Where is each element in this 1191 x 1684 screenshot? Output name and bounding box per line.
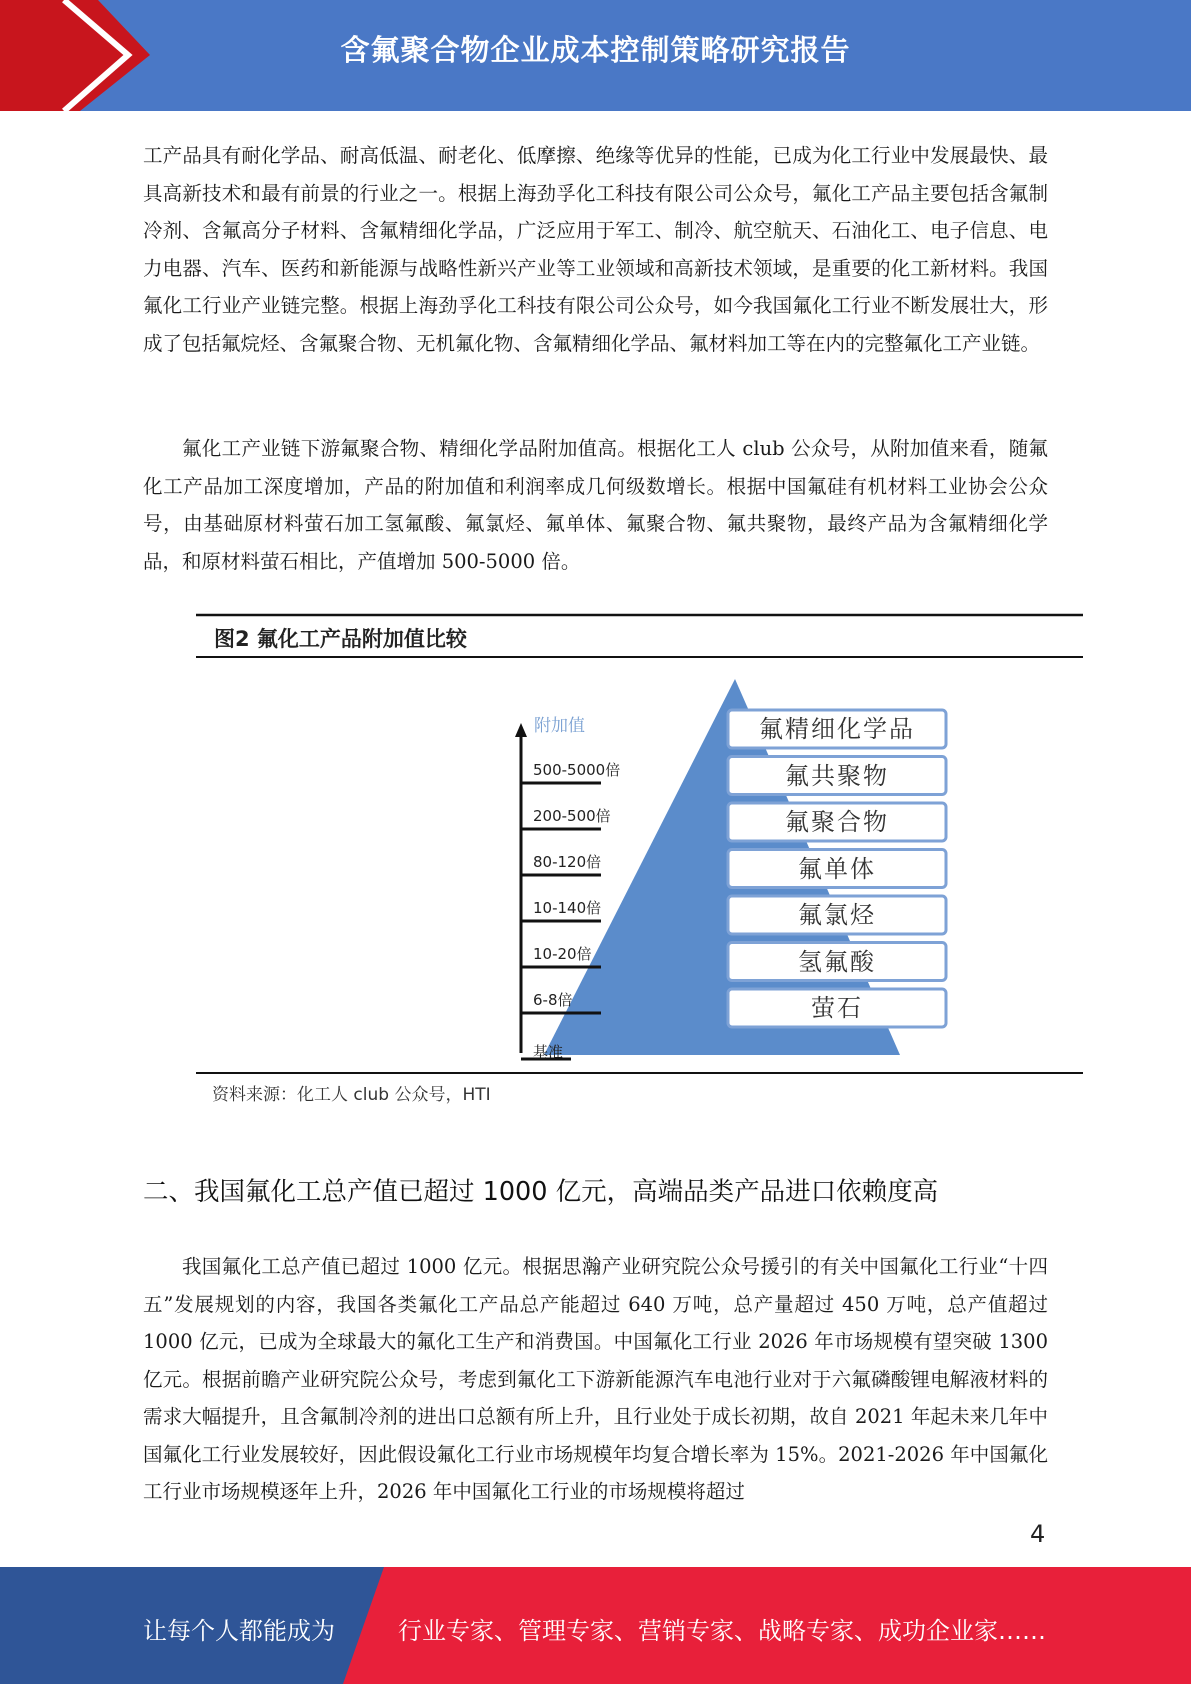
figure-value-added-pyramid	[196, 613, 1083, 1113]
page-footer	[0, 1567, 1191, 1684]
footer-slogan-right: 行业专家、管理专家、营销专家、战略专家、成功企业家……	[398, 1617, 1046, 1645]
report-title: 含氟聚合物企业成本控制策略研究报告	[340, 33, 851, 67]
footer-slogan-left: 让每个人都能成为	[143, 1617, 335, 1645]
section-heading: 二、我国氟化工总产值已超过 1000 亿元，高端品类产品进口依赖度高	[143, 1177, 939, 1207]
figure-axis-label: 附加值	[534, 716, 585, 736]
axis-tick-label: 10-20倍	[533, 945, 592, 963]
body-paragraph-3: 我国氟化工总产值已超过 1000 亿元。根据思瀚产业研究院公众号援引的有关中国氟化工行业“十四五”发展规划的内容，我国各类氟化工产品总产能超过 640 万吨，总产量超过 450 万吨，总产值超过 1000 亿元，已成为全球最大的氟化工生产和消费国。中国氟化工行业 2026 年市场规模有望突破 1300 亿元。根据前瞻产业研究院公众号，考虑到氟化工下游新能源汽车电池行业对于六氟磷酸锂电解液材料的需求大幅提升，且含氟制冷剂的进出口总额有所上升，且行业处于成长初期，故自 2021 年起未来几年中国氟化工行业发展较好，因此假设氟化工行业市场规模年均复合增长率为 15%。2021-2026 年中国氟化工行业市场规模逐年上升，2026 年中国氟化工行业的市场规模将超过	[143, 1255, 1048, 1503]
figure-title: 图2 氟化工产品附加值比较	[214, 627, 467, 651]
product-label: 氟聚合物	[785, 808, 889, 836]
product-label: 氟氯烃	[798, 901, 876, 929]
body-paragraph-2: 氟化工产业链下游氟聚合物、精细化学品附加值高。根据化工人 club 公众号，从附加值来看，随氟化工产品加工深度增加，产品的附加值和利润率成几何级数增长。根据中国氟硅有机材料工业协会公众号，由基础原材料萤石加工氢氟酸、氟氯烃、氟单体、氟聚合物、氟共聚物，最终产品为含氟精细化学品，和原材料萤石相比，产值增加 500-5000 倍。	[143, 437, 1048, 573]
axis-tick-label: 500-5000倍	[533, 761, 621, 779]
product-label: 氢氟酸	[798, 947, 876, 976]
product-label: 萤石	[811, 994, 863, 1022]
axis-tick-label: 6-8倍	[533, 991, 573, 1009]
axis-tick-label: 200-500倍	[533, 807, 611, 825]
figure-source: 资料来源：化工人 club 公众号，HTI	[212, 1085, 491, 1105]
product-label: 氟共聚物	[785, 761, 889, 790]
body-paragraph-1: 工产品具有耐化学品、耐高低温、耐老化、低摩擦、绝缘等优异的性能，已成为化工行业中发展最快、最具高新技术和最有前景的行业之一。根据上海劲孚化工科技有限公司公众号，氟化工产品主要包括含氟制冷剂、含氟高分子材料、含氟精细化学品，广泛应用于军工、制冷、航空航天、石油化工、电子信息、电力电器、汽车、医药和新能源与战略性新兴产业等工业领域和高新技术领域，是重要的化工新材料。我国氟化工行业产业链完整。根据上海劲孚化工科技有限公司公众号，如今我国氟化工行业不断发展壮大，形成了包括氟烷烃、含氟聚合物、无机氟化物、含氟精细化学品、氟材料加工等在内的完整氟化工产业链。	[143, 144, 1048, 355]
axis-tick-label: 80-120倍	[533, 853, 602, 871]
axis-tick-label: 10-140倍	[533, 899, 602, 917]
product-label: 氟单体	[798, 854, 876, 883]
axis-tick-label: 基准	[533, 1043, 564, 1061]
page-header	[0, 0, 1191, 111]
page-number: 4	[1030, 1520, 1046, 1548]
figure-graphic	[196, 613, 1083, 1113]
product-label: 氟精细化学品	[759, 715, 915, 743]
